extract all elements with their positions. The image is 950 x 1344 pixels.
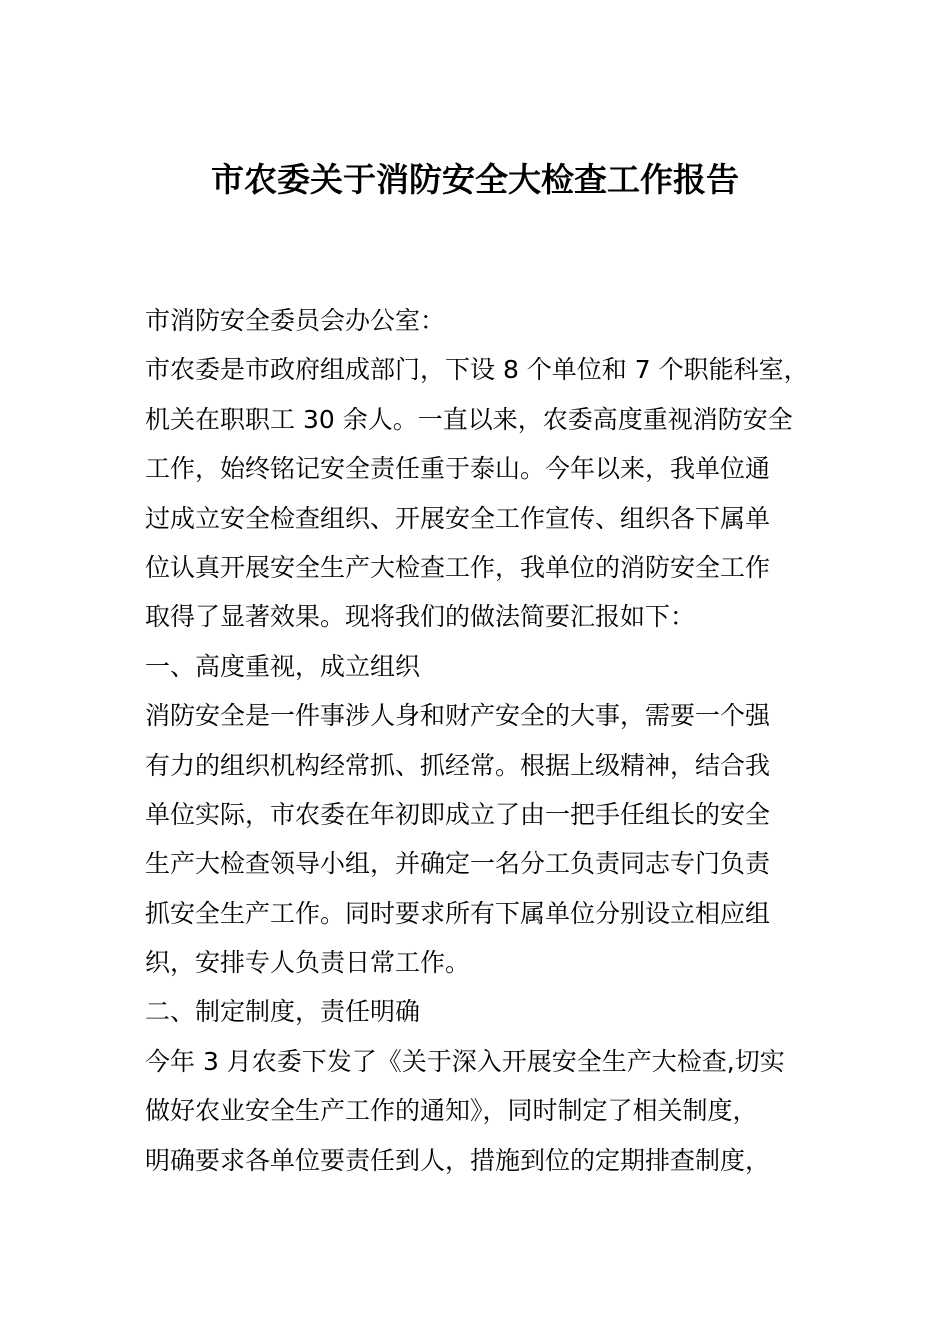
section-heading: 一、高度重视，成立组织 [145,651,421,681]
paragraph-line: 明确要求各单位要责任到人，措施到位的定期排查制度， [145,1145,771,1175]
paragraph-line: 今年 3 月农委下发了《关于深入开展安全生产大检查,切实 [145,1046,785,1076]
paragraph-line: 有力的组织机构经常抓、抓经常。根据上级精神，结合我 [145,750,771,780]
paragraph-line: 消防安全是一件事涉人身和财产安全的大事，需要一个强 [145,701,771,731]
paragraph-line: 织，安排专人负责日常工作。 [145,948,471,978]
paragraph-line: 市农委是市政府组成部门，下设 8 个单位和 7 个职能科室， [145,355,809,385]
paragraph-line: 做好农业安全生产工作的通知》，同时制定了相关制度， [145,1096,758,1126]
paragraph-line: 生产大检查领导小组，并确定一名分工负责同志专门负责 [145,849,771,879]
paragraph-line: 取得了显著效果。现将我们的做法简要汇报如下： [145,602,696,632]
paragraph-line: 单位实际，市农委在年初即成立了由一把手任组长的安全 [145,799,771,829]
document-title: 市农委关于消防安全大检查工作报告 [211,160,739,199]
paragraph-line: 机关在职职工 30 余人。一直以来，农委高度重视消防安全 [145,404,793,434]
paragraph-line: 位认真开展安全生产大检查工作，我单位的消防安全工作 [145,552,771,582]
section-heading: 二、制定制度，责任明确 [145,997,421,1027]
paragraph-line: 工作，始终铭记安全责任重于泰山。今年以来，我单位通 [145,454,771,484]
document-body [145,296,825,1185]
paragraph-line: 过成立安全检查组织、开展安全工作宣传、组织各下属单 [145,503,771,533]
salutation-line: 市消防安全委员会办公室： [145,306,446,335]
paragraph-line: 抓安全生产工作。同时要求所有下属单位分别设立相应组 [145,898,771,928]
